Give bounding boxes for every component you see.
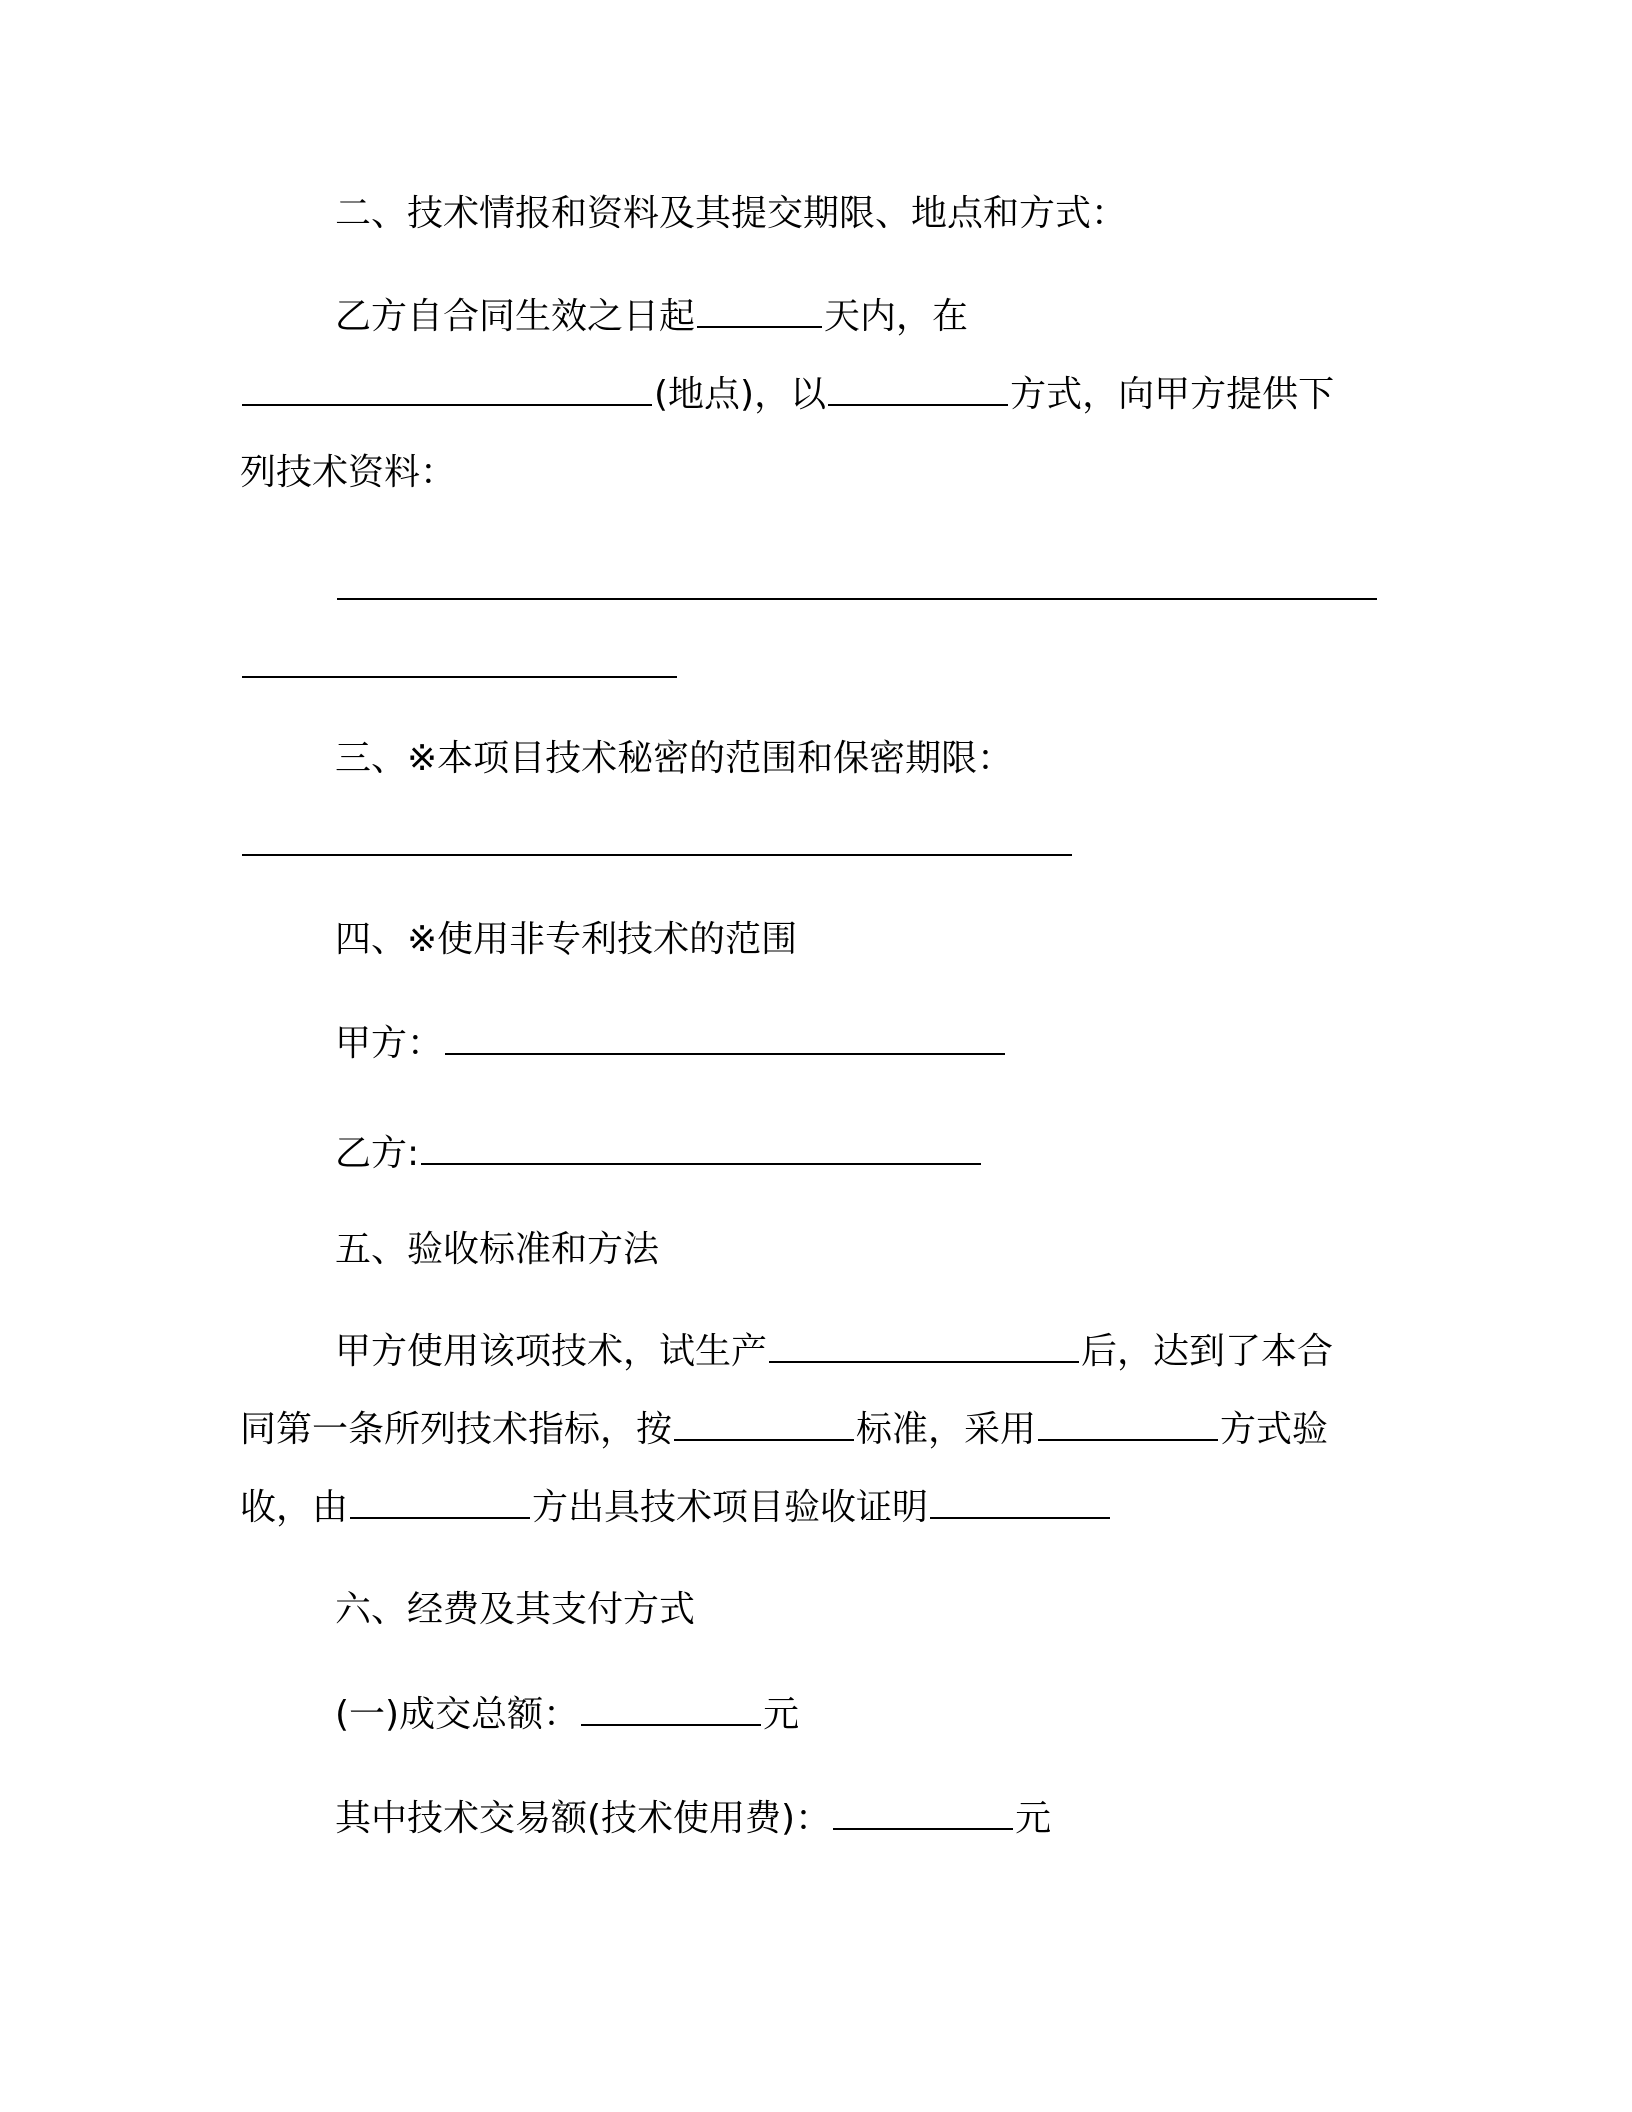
total-amount-line: (一)成交总额： 元 bbox=[335, 1694, 800, 1735]
section-3-heading: 三、※本项目技术秘密的范围和保密期限： bbox=[335, 738, 1014, 779]
method-blank bbox=[828, 374, 1008, 406]
technology-fee-blank bbox=[833, 1798, 1013, 1830]
party-b-blank bbox=[421, 1133, 981, 1165]
section-5-paragraph-line-3: 收，由 方出具技术项目验收证明 bbox=[240, 1486, 1112, 1530]
section-2-heading: 二、技术情报和资料及其提交期限、地点和方式： bbox=[335, 193, 1128, 234]
location-blank bbox=[242, 374, 652, 406]
section-2-paragraph-line-1: 乙方自合同生效之日起 天内，在 bbox=[335, 296, 969, 337]
section-5-paragraph-line-1: 甲方使用该项技术，试生产 后，达到了本合 bbox=[335, 1331, 1334, 1372]
materials-blank-2 bbox=[242, 646, 677, 678]
party-b-line: 乙方: bbox=[335, 1132, 983, 1176]
party-a-blank bbox=[445, 1023, 1005, 1055]
section-4-heading: 四、※使用非专利技术的范围 bbox=[335, 919, 798, 960]
materials-blank-line-1 bbox=[335, 567, 1379, 611]
days-blank bbox=[697, 296, 822, 328]
technology-fee-line: 其中技术交易额(技术使用费)： 元 bbox=[335, 1798, 1052, 1839]
standard-blank bbox=[674, 1409, 854, 1441]
total-amount-blank bbox=[581, 1694, 761, 1726]
materials-blank-1 bbox=[337, 568, 1377, 600]
issuing-party-blank bbox=[350, 1487, 530, 1519]
secret-scope-blank-line bbox=[240, 823, 1074, 867]
section-2-paragraph-line-3: 列技术资料： bbox=[240, 452, 457, 493]
secret-scope-blank bbox=[242, 824, 1072, 856]
party-a-line: 甲方： bbox=[335, 1022, 1007, 1066]
materials-blank-line-2 bbox=[240, 645, 679, 689]
trial-production-blank bbox=[769, 1331, 1079, 1363]
section-5-paragraph-line-2: 同第一条所列技术指标，按 标准，采用 方式验 bbox=[240, 1409, 1329, 1450]
acceptance-method-blank bbox=[1038, 1409, 1218, 1441]
section-6-heading: 六、经费及其支付方式 bbox=[335, 1589, 696, 1630]
section-5-heading: 五、验收标准和方法 bbox=[335, 1229, 660, 1270]
section-2-paragraph-line-2: (地点)，以 方式，向甲方提供下 bbox=[240, 373, 1334, 417]
certificate-blank bbox=[930, 1487, 1110, 1519]
